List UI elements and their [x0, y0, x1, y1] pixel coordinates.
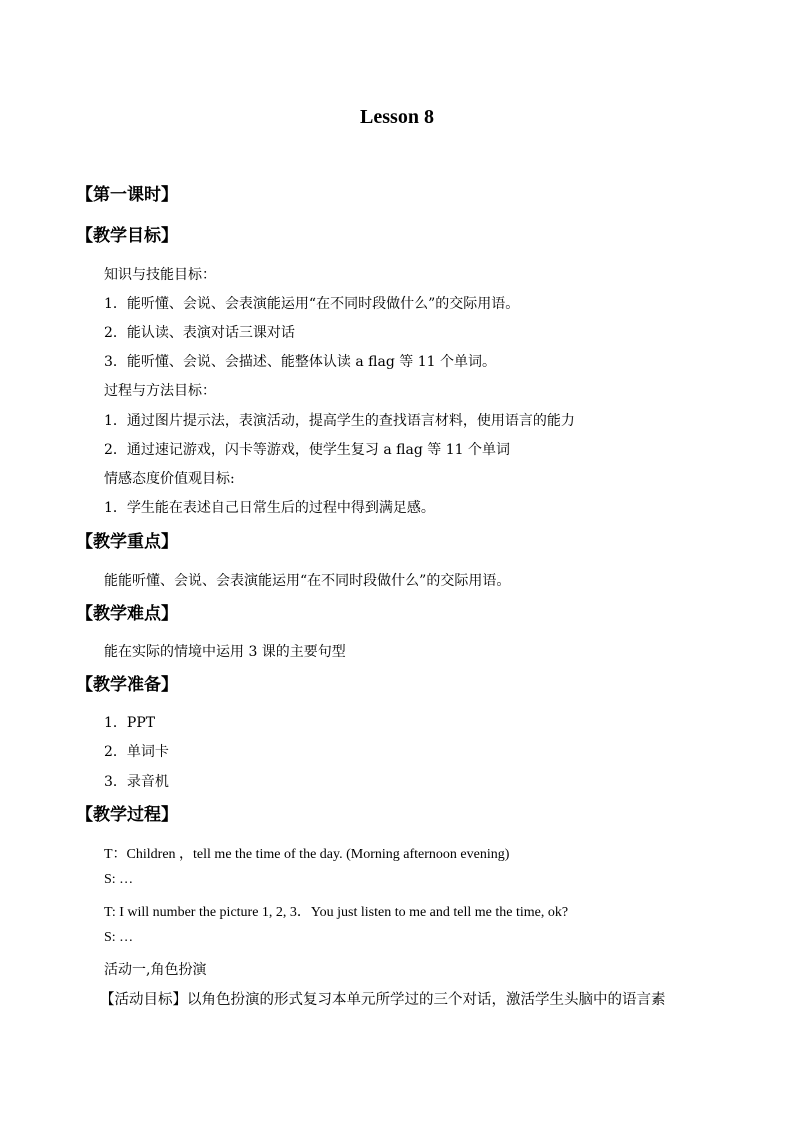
goal-line: 1．学生能在表述自己日常生后的过程中得到满足感。	[104, 500, 435, 516]
key-text: 能能听懂、会说、会表演能运用“在不同时段做什么”的交际用语。	[104, 573, 511, 589]
goal-line: 2．能认读、表演对话三课对话	[104, 325, 295, 341]
goal-line: 1．通过图片提示法，表演活动，提高学生的查找语言材料，使用语言的能力	[104, 413, 575, 429]
activity-goal	[100, 988, 666, 1009]
difficult-text: 能在实际的情境中运用 3 课的主要句型	[104, 644, 346, 660]
prep-item: 2．单词卡	[104, 744, 169, 760]
prep-item: 1．PPT	[104, 715, 156, 731]
process-line: T: I will number the picture 1, 2, 3．You just listen to me and tell me the time, ok?	[104, 905, 569, 920]
activity-goal-text: 以角色扮演的形式复习本单元所学过的三个对话，激活学生头脑中的语言素	[187, 992, 666, 1008]
process-line: 活动一,角色扮演	[104, 962, 207, 978]
goal-line: 3．能听懂、会说、会描述、能整体认读 a flag 等 11 个单词。	[104, 354, 496, 370]
prep-item: 3．录音机	[104, 774, 169, 790]
goal-line: 知识与技能目标：	[104, 267, 216, 283]
process-heading: 【教学过程】	[76, 805, 178, 825]
process-line: S: …	[104, 930, 134, 945]
goal-line: 情感态度价值观目标:	[104, 471, 235, 487]
prep-heading: 【教学准备】	[76, 675, 178, 695]
activity-goal-label: 【活动目标】	[100, 992, 187, 1008]
period-heading: 【第一课时】	[76, 185, 178, 205]
difficult-heading: 【教学难点】	[76, 604, 178, 624]
key-heading: 【教学重点】	[76, 532, 178, 552]
goals-heading: 【教学目标】	[76, 226, 178, 246]
goal-line: 2．通过速记游戏，闪卡等游戏，使学生复习 a flag 等 11 个单词	[104, 442, 510, 458]
process-line: T：Children ，tell me the time of the day. (Morning afternoon evening)	[104, 847, 510, 862]
page-title: Lesson 8	[360, 106, 434, 128]
goal-line: 1．能听懂、会说、会表演能运用“在不同时段做什么”的交际用语。	[104, 296, 520, 312]
goal-line: 过程与方法目标：	[104, 383, 216, 399]
process-line: S: …	[104, 872, 134, 887]
